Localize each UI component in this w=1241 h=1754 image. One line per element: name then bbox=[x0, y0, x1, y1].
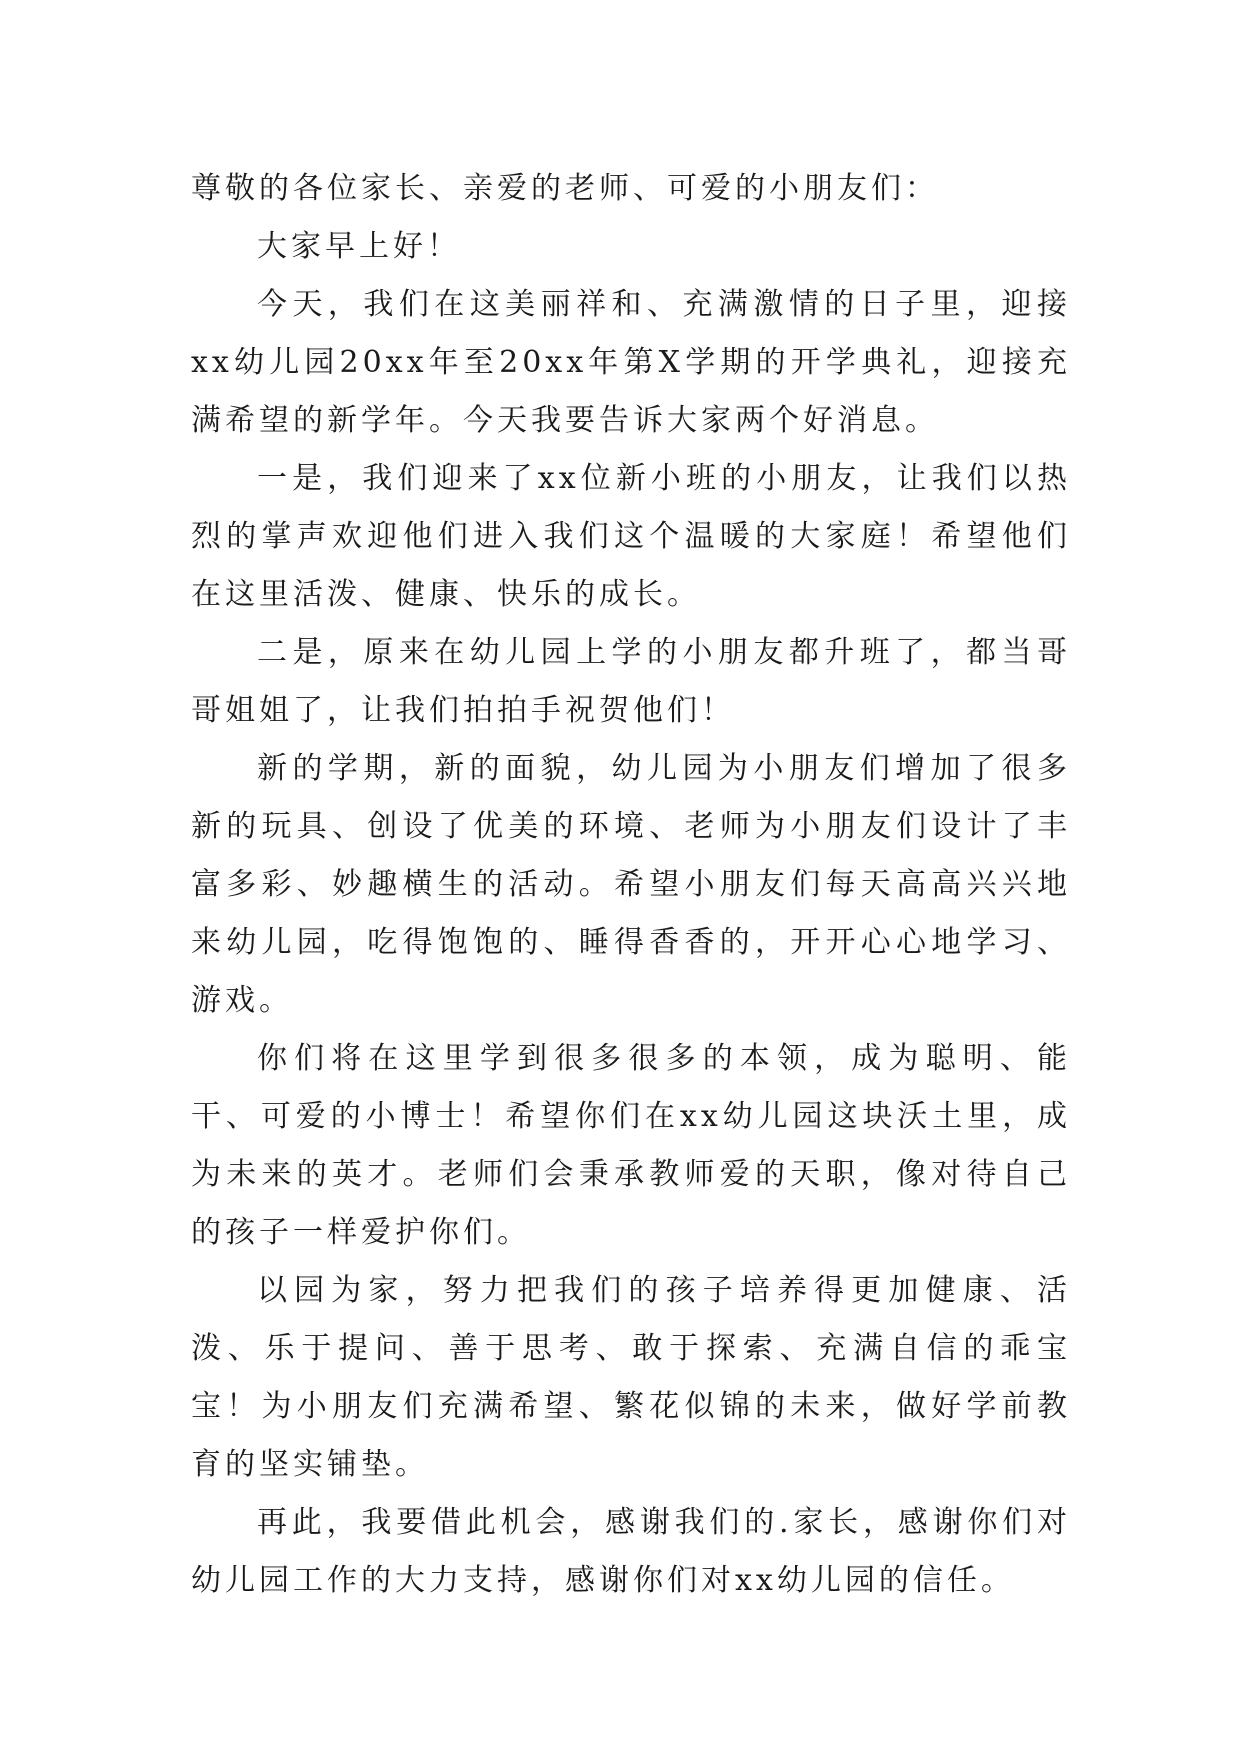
paragraph-greeting: 大家早上好！ bbox=[257, 229, 461, 264]
paragraph-opening: 今天，我们在这美丽祥和、充满激情的日子里，迎接xx幼儿园20xx年至20xx年第X学期的开学典礼，迎接充满希望的新学年。今天我要告诉大家两个好消息。 bbox=[191, 287, 1071, 438]
paragraph-home: 以园为家，努力把我们的孩子培养得更加健康、活泼、乐于提问、善于思考、敢于探索、充满自信的乖宝宝！为小朋友们充满希望、繁花似锦的未来，做好学前教育的坚实铺垫。 bbox=[191, 1273, 1071, 1482]
paragraph-new-semester: 新的学期，新的面貌，幼儿园为小朋友们增加了很多新的玩具、创设了优美的环境、老师为小朋友们设计了丰富多彩、妙趣横生的活动。希望小朋友们每天高高兴兴地来幼儿园，吃得饱饱的、睡得香香的，开开心心地学习、游戏。 bbox=[191, 751, 1071, 1018]
salutation: 尊敬的各位家长、亲爱的老师、可爱的小朋友们： bbox=[191, 171, 939, 206]
document-body bbox=[191, 160, 1071, 1610]
paragraph-news-one: 一是，我们迎来了xx位新小班的小朋友，让我们以热烈的掌声欢迎他们进入我们这个温暖的大家庭！希望他们在这里活泼、健康、快乐的成长。 bbox=[191, 461, 1071, 612]
paragraph-skills: 你们将在这里学到很多很多的本领，成为聪明、能干、可爱的小博士！希望你们在xx幼儿园这块沃土里，成为未来的英才。老师们会秉承教师爱的天职，像对待自己的孩子一样爱护你们。 bbox=[191, 1041, 1071, 1250]
paragraph-news-two: 二是，原来在幼儿园上学的小朋友都升班了，都当哥哥姐姐了，让我们拍拍手祝贺他们！ bbox=[191, 635, 1071, 728]
paragraph-thanks: 再此，我要借此机会，感谢我们的.家长，感谢你们对幼儿园工作的大力支持，感谢你们对xx幼儿园的信任。 bbox=[191, 1505, 1071, 1598]
